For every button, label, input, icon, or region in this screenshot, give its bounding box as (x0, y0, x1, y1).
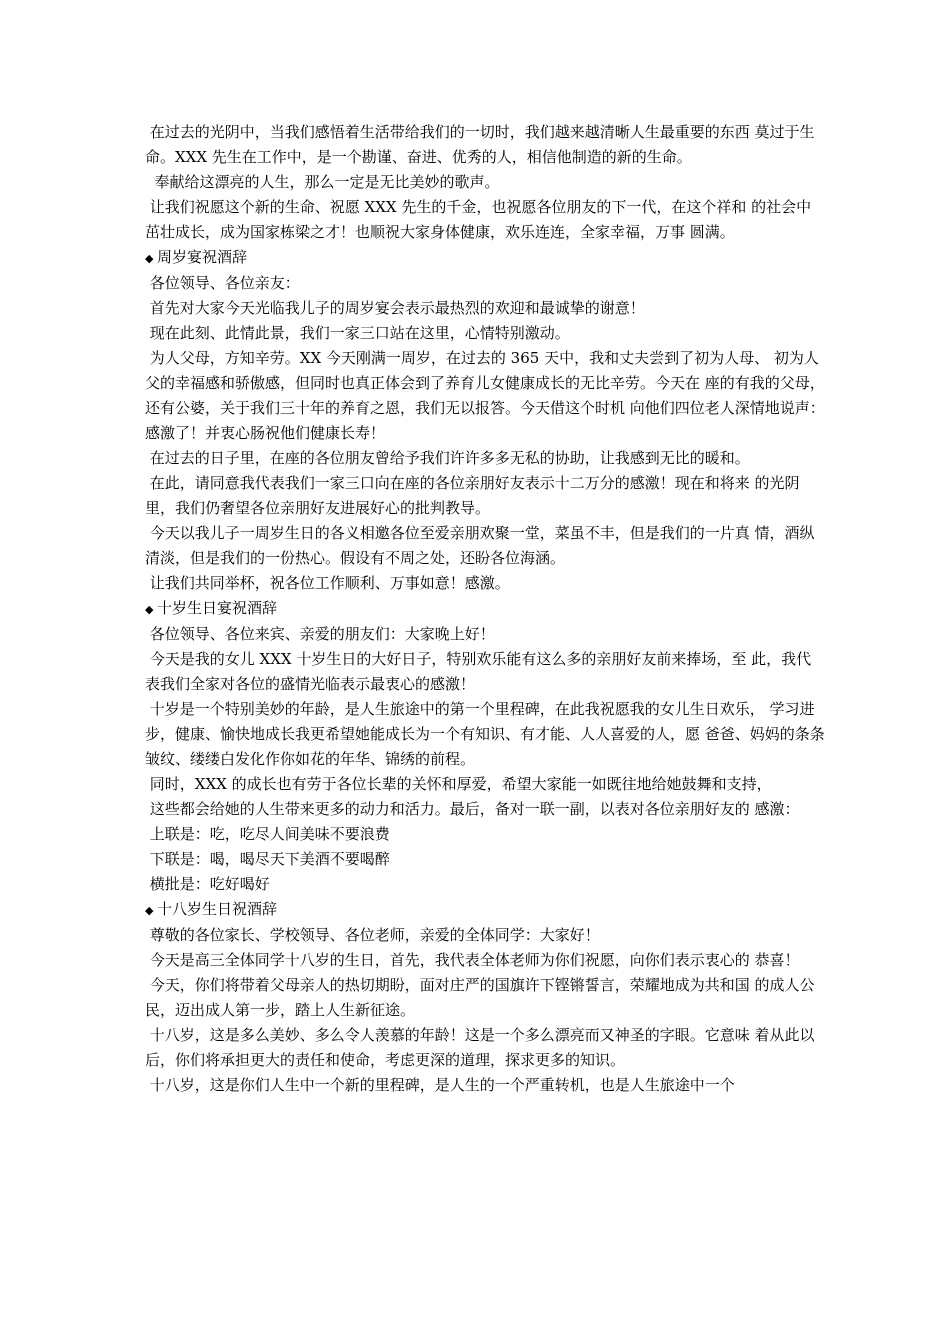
diamond-bullet-icon: ◆ (145, 252, 154, 265)
section-heading-text: 十八岁生日祝酒辞 (157, 900, 278, 918)
section-heading (145, 596, 825, 622)
paragraph: 在过去的光阴中，当我们感悟着生活带给我们的一切时，我们越来越清晰人生最重要的东西 莫过于生命。XXX 先生在工作中，是一个勘谨、奋进、优秀的人，相信他制造的新的生命。 (145, 123, 815, 166)
paragraph: 横批是：吃好喝好 (145, 875, 270, 893)
paragraph: 在过去的日子里，在座的各位朋友曾给予我们许许多多无私的协助，让我感到无比的暖和。 (145, 449, 750, 467)
section-heading-text: 十岁生日宴祝酒辞 (157, 599, 278, 617)
paragraph: 今天是我的女儿 XXX 十岁生日的大好日子，特别欢乐能有这么多的亲朋好友前来捧场，至 此，我代表我们全家对各位的盛情光临表示最衷心的感激！ (145, 650, 812, 693)
section-heading-text: 周岁宴祝酒辞 (157, 248, 248, 266)
diamond-bullet-icon: ◆ (145, 904, 154, 917)
paragraph: 在此，请同意我代表我们一家三口向在座的各位亲朋好友表示十二万分的感激！现在和将来 的光阴里，我们仍奢望各位亲朋好友进展好心的批判教导。 (145, 474, 800, 517)
paragraph: 各位领导、各位亲友： (145, 274, 300, 292)
document-body (145, 120, 825, 1098)
paragraph: 各位领导、各位来宾、亲爱的朋友们：大家晚上好！ (145, 625, 495, 643)
paragraph: 十八岁，这是多么美妙、多么令人羡慕的年龄！这是一个多么漂亮而又神圣的字眼。它意味 着从此以后，你们将承担更大的责任和使命，考虑更深的道理，探求更多的知识。 (145, 1026, 815, 1069)
paragraph: 上联是：吃，吃尽人间美味不要浪费 (145, 825, 390, 843)
paragraph: 这些都会给她的人生带来更多的动力和活力。最后，备对一联一副，以表对各位亲朋好友的 感激： (145, 800, 800, 818)
section-heading (145, 897, 825, 923)
paragraph: 今天是高三全体同学十八岁的生日，首先，我代表全体老师为你们祝愿，向你们表示衷心的 恭喜！ (145, 951, 800, 969)
paragraph: 今天，你们将带着父母亲人的热切期盼，面对庄严的国旗许下铿锵誓言，荣耀地成为共和国 的成人公民，迈出成人第一步，踏上人生新征途。 (145, 976, 815, 1019)
paragraph: 十八岁，这是你们人生中一个新的里程碑，是人生的一个严重转机，也是人生旅途中一个 (145, 1076, 735, 1094)
paragraph: 现在此刻、此情此景，我们一家三口站在这里，心情特别激动。 (145, 324, 570, 342)
diamond-bullet-icon: ◆ (145, 603, 154, 616)
paragraph: 尊敬的各位家长、学校领导、各位老师，亲爱的全体同学：大家好！ (145, 926, 600, 944)
paragraph: 让我们共同举杯，祝各位工作顺利、万事如意！感激。 (145, 574, 510, 592)
section-heading (145, 245, 825, 271)
paragraph: 奉献给这漂亮的人生，那么一定是无比美妙的歌声。 (145, 173, 500, 191)
paragraph: 为人父母，方知辛劳。XX 今天刚满一周岁，在过去的 365 天中，我和丈夫尝到了初为人母、 初为人父的幸福感和骄傲感，但同时也真正体会到了养育儿女健康成长的无比辛劳。今天在 座的有我的父母，还有公婆，关于我们三十年的养育之恩，我们无以报答。今天借这个时机 向他们四位老人深情地说声：感激了！并衷心肠祝他们健康长寿！ (145, 349, 825, 442)
paragraph: 下联是：喝，喝尽天下美酒不要喝醉 (145, 850, 390, 868)
paragraph: 同时，XXX 的成长也有劳于各位长辈的关怀和厚爱，希望大家能一如既往地给她鼓舞和支持， (145, 775, 772, 793)
paragraph: 十岁是一个特别美妙的年龄，是人生旅途中的第一个里程碑，在此我祝愿我的女儿生日欢乐， 学习进步，健康、愉快地成长我更希望她能成长为一个有知识、有才能、人人喜爱的人，愿 爸爸、妈妈的条条皱纹、缕缕白发化作你如花的年华、锦绣的前程。 (145, 700, 825, 768)
paragraph: 今天以我儿子一周岁生日的各义相邀各位至爱亲朋欢聚一堂，菜虽不丰，但是我们的一片真 情，酒纵清淡，但是我们的一份热心。假设有不周之处，还盼各位海涵。 (145, 524, 815, 567)
paragraph: 首先对大家今天光临我儿子的周岁宴会表示最热烈的欢迎和最诚挚的谢意！ (145, 299, 645, 317)
paragraph: 让我们祝愿这个新的生命、祝愿 XXX 先生的千金，也祝愿各位朋友的下一代，在这个祥和 的社会中茁壮成长，成为国家栋梁之才！也顺祝大家身体健康，欢乐连连，全家幸福，万事 圆满。 (145, 198, 812, 241)
